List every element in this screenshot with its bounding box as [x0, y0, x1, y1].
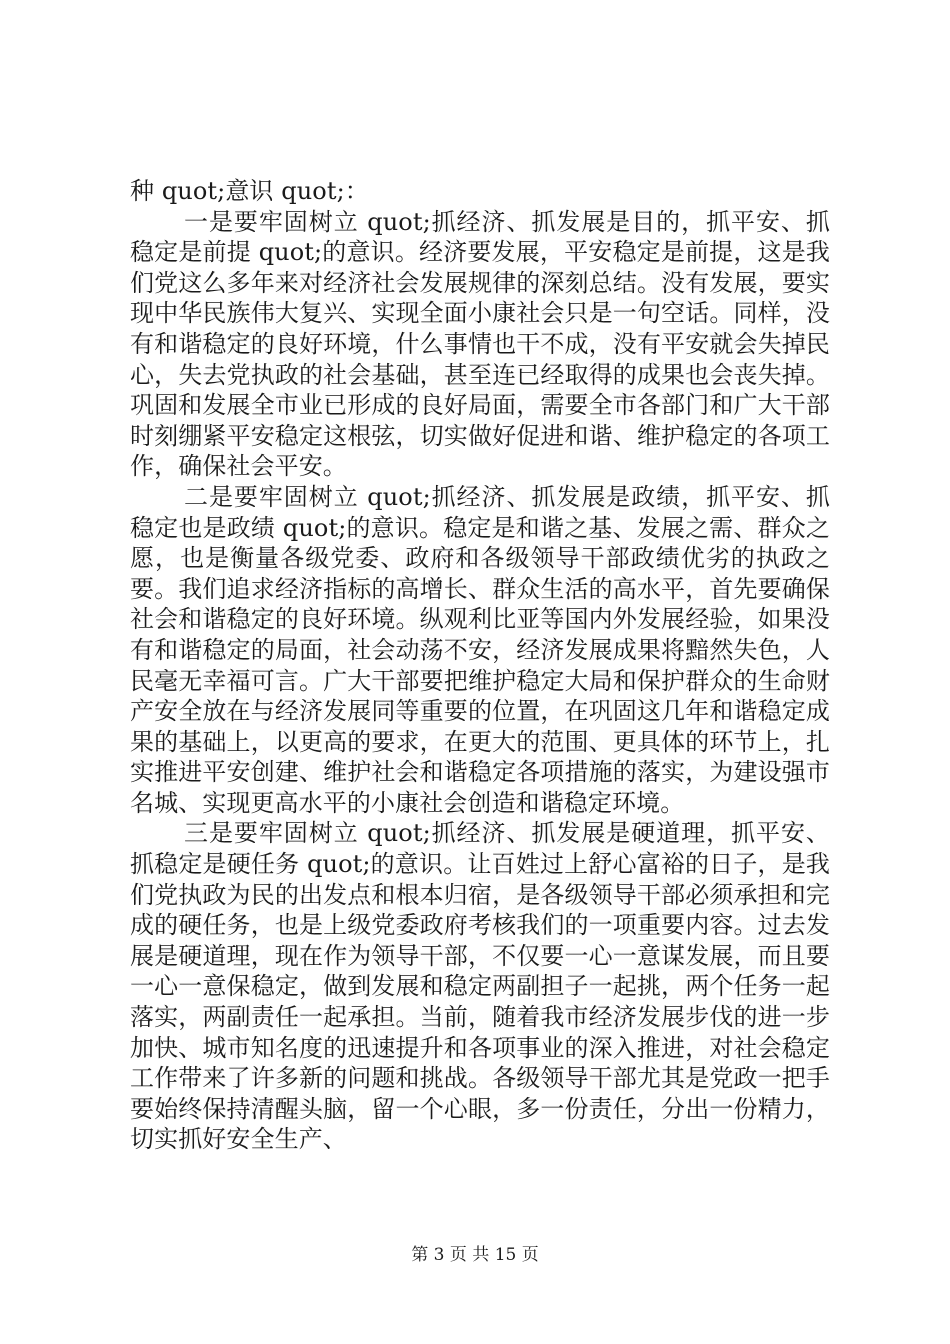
document-body [130, 176, 830, 1155]
paragraph-1: 一是要牢固树立 quot;抓经济、抓发展是目的，抓平安、抓稳定是前提 quot;的意识。经济要发展，平安稳定是前提，这是我们党这么多年来对经济社会发展规律的深刻总结。没有发展，要实现中华民族伟大复兴、实现全面小康社会只是一句空话。同样，没有和谐稳定的良好环境，什么事情也干不成，没有平安就会失掉民心，失去党执政的社会基础，甚至连已经取得的成果也会丧失掉。巩固和发展全市业已形成的良好局面，需要全市各部门和广大干部时刻绷紧平安稳定这根弦，切实做好促进和谐、维护稳定的各项工作，确保社会平安。 [130, 207, 830, 481]
paragraph-3: 三是要牢固树立 quot;抓经济、抓发展是硬道理，抓平安、抓稳定是硬任务 quot;的意识。让百姓过上舒心富裕的日子，是我们党执政为民的出发点和根本归宿，是各级领导干部必须承担和完成的硬任务，也是上级党委政府考核我们的一项重要内容。过去发展是硬道理，现在作为领导干部，不仅要一心一意谋发展，而且要一心一意保稳定，做到发展和稳定两副担子一起挑，两个任务一起落实，两副责任一起承担。当前，随着我市经济发展步伐的进一步加快、城市知名度的迅速提升和各项事业的深入推进，对社会稳定工作带来了许多新的问题和挑战。各级领导干部尤其是党政一把手要始终保持清醒头脑，留一个心眼，多一份责任，分出一份精力，切实抓好安全生产、 [130, 819, 830, 1154]
paragraph-2: 二是要牢固树立 quot;抓经济、抓发展是政绩，抓平安、抓稳定也是政绩 quot;的意识。稳定是和谐之基、发展之需、群众之愿，也是衡量各级党委、政府和各级领导干部政绩优劣的执政之要。我们追求经济指标的高增长、群众生活的高水平，首先要确保社会和谐稳定的良好环境。纵观利比亚等国内外发展经验，如果没有和谐稳定的局面，社会动荡不安，经济发展成果将黯然失色，人民毫无幸福可言。广大干部要把维护稳定大局和保护群众的生命财产安全放在与经济发展同等重要的位置，在巩固这几年和谐稳定成果的基础上，以更高的要求，在更大的范围、更具体的环节上，扎实推进平安创建、维护社会和谐稳定各项措施的落实，为建设强市名城、实现更高水平的小康社会创造和谐稳定环境。 [130, 482, 830, 817]
page-footer [0, 1244, 950, 1266]
page-number: 第 3 页 共 15 页 [411, 1245, 539, 1265]
lead-fragment: 种 quot;意识 quot;： [130, 177, 369, 205]
